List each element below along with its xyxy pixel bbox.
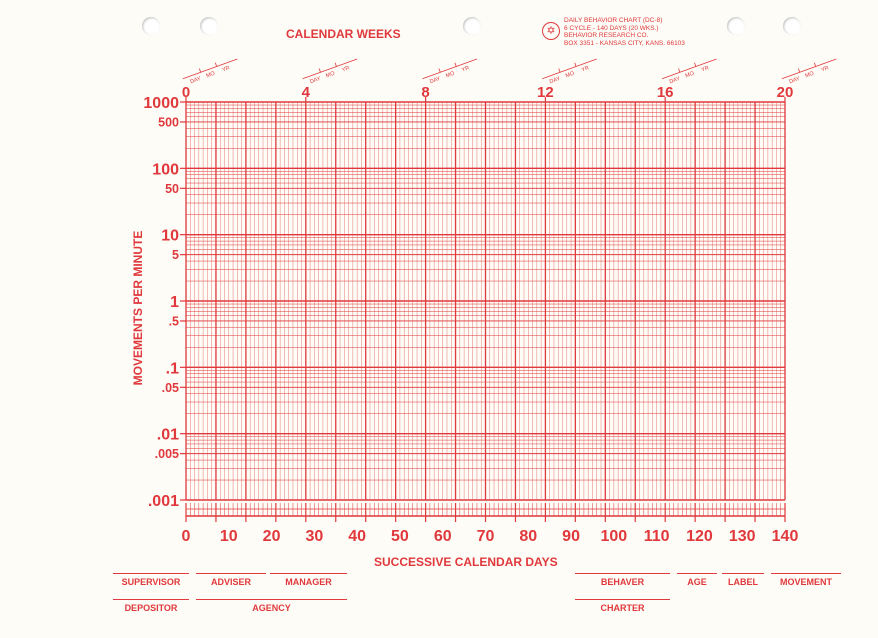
date-stamp-label: MO (205, 70, 216, 80)
y-axis-title: MOVEMENTS PER MINUTE (131, 230, 145, 386)
top-axis-tick-label: 0 (181, 84, 191, 101)
date-stamp-divider (455, 63, 456, 67)
date-stamp-divider (679, 69, 680, 73)
date-stamp-label: MO (684, 70, 696, 80)
y-tick-label: 500 (158, 115, 179, 130)
chart-info-line: BOX 3351 - KANSAS CITY, KANS. 66103 (564, 39, 685, 47)
supervisor-field[interactable]: SUPERVISOR (113, 573, 189, 587)
date-stamp-divider (215, 63, 216, 67)
x-tick-label: 20 (262, 528, 281, 545)
date-stamp (780, 55, 839, 87)
date-stamp-divider (798, 69, 799, 73)
y-tick-label: .05 (161, 380, 179, 395)
date-stamp-divider (559, 69, 560, 73)
label-field[interactable]: LABEL (722, 573, 764, 587)
date-stamp-label: DAY (309, 75, 322, 86)
date-stamp-label: YR (461, 65, 471, 74)
date-stamp-label: MO (804, 70, 815, 80)
x-tick-label: 80 (519, 528, 538, 545)
x-tick-label: 90 (562, 528, 580, 545)
x-tick-label: 40 (348, 528, 367, 545)
x-tick-label: 60 (433, 528, 452, 545)
date-stamp-label: YR (580, 65, 591, 74)
chart-info-line: DAILY BEHAVIOR CHART (DC-8) (564, 17, 663, 24)
x-tick-label: 70 (476, 528, 495, 545)
depositor-field[interactable]: DEPOSITOR (113, 599, 189, 613)
x-axis-title: SUCCESSIVE CALENDAR DAYS (374, 555, 558, 569)
manager-field[interactable]: MANAGER (270, 573, 347, 587)
top-axis-tick-label: 12 (537, 84, 554, 101)
date-stamp-label: DAY (788, 75, 801, 86)
y-tick-label: .1 (165, 360, 179, 378)
agency-field[interactable]: AGENCY (196, 599, 347, 613)
date-stamp-divider (439, 69, 440, 73)
x-tick-label: 30 (305, 528, 324, 545)
x-tick-label: 110 (643, 528, 670, 545)
date-stamp-divider (575, 63, 576, 67)
date-stamp (301, 55, 360, 87)
y-tick-label: .001 (147, 493, 179, 510)
date-stamp (181, 55, 240, 87)
x-tick-label: 120 (686, 528, 713, 545)
date-stamp-label: YR (820, 65, 830, 74)
date-stamp (661, 55, 720, 87)
top-axis-tick-label: 4 (301, 84, 310, 101)
chart-info-line: BEHAVIOR RESEARCH CO. (564, 32, 649, 39)
y-tick-label: 50 (165, 181, 179, 196)
x-tick-label: 130 (728, 528, 756, 545)
date-stamp (541, 55, 600, 87)
y-tick-label: 100 (152, 161, 179, 179)
behaver-field[interactable]: BEHAVER (575, 573, 670, 587)
date-stamp-divider (319, 69, 320, 73)
date-stamp-label: MO (564, 70, 576, 80)
date-stamp-divider (814, 63, 815, 67)
date-stamp-label: YR (341, 65, 351, 74)
y-tick-label: .01 (156, 426, 179, 444)
date-stamp-label: DAY (668, 75, 682, 86)
charter-field[interactable]: CHARTER (575, 599, 670, 613)
date-stamp-label: YR (221, 65, 231, 74)
x-tick-label: 140 (771, 528, 799, 545)
y-tick-label: .5 (168, 314, 179, 329)
x-tick-label: 100 (600, 528, 628, 545)
y-tick-label: 5 (172, 248, 179, 263)
top-axis-tick-label: 16 (656, 84, 674, 101)
date-stamp-label: DAY (429, 75, 442, 86)
date-stamp-label: MO (445, 70, 456, 80)
y-tick-label: 10 (161, 227, 179, 245)
date-stamp-label: MO (325, 70, 336, 80)
date-stamp-label: DAY (189, 75, 202, 86)
date-stamp-divider (199, 69, 200, 73)
publisher-logo: ✡ (542, 22, 560, 40)
x-tick-label: 10 (219, 528, 238, 545)
movement-field[interactable]: MOVEMENT (771, 573, 841, 587)
age-field[interactable]: AGE (677, 573, 717, 587)
y-tick-label: 1 (170, 294, 179, 311)
top-axis-tick-label: 20 (776, 84, 794, 101)
x-tick-label: 0 (181, 528, 191, 545)
y-tick-label: .005 (154, 447, 179, 462)
top-axis-tick-label: 8 (421, 84, 430, 101)
y-tick-label: 1000 (143, 95, 179, 112)
top-axis-title: CALENDAR WEEKS (286, 27, 401, 41)
date-stamp-label: YR (700, 65, 710, 74)
x-tick-label: 50 (391, 528, 409, 545)
adviser-field[interactable]: ADVISER (196, 573, 266, 587)
chart-info-line: 6 CYCLE - 140 DAYS (20 WKS.) (564, 24, 659, 32)
date-stamp-divider (335, 63, 336, 67)
date-stamp (421, 55, 480, 87)
date-stamp-divider (695, 63, 696, 67)
date-stamp-label: DAY (548, 75, 562, 86)
